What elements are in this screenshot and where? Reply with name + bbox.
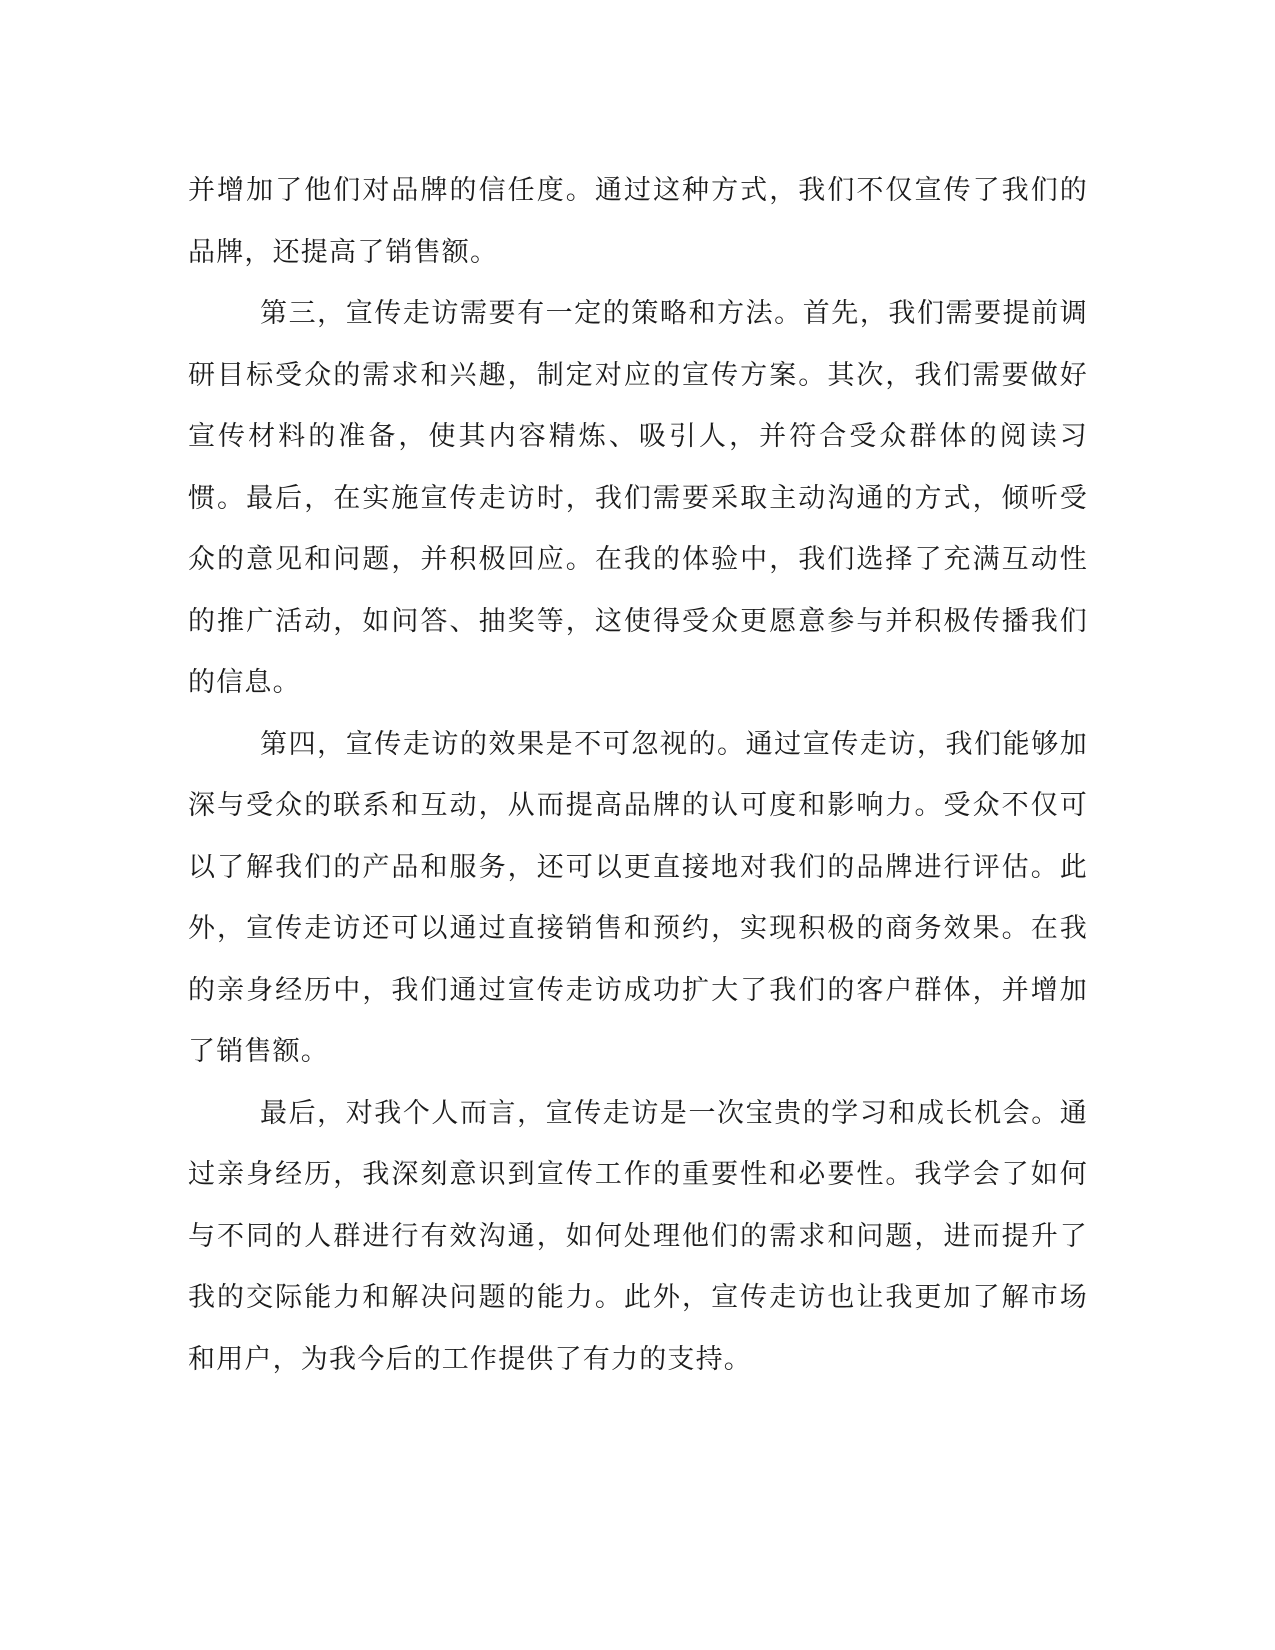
paragraph-third-point: 第三，宣传走访需要有一定的策略和方法。首先，我们需要提前调研目标受众的需求和兴趣，制定对应的宣传方案。其次，我们需要做好宣传材料的准备，使其内容精炼、吸引人，并符合受众群体的阅读习惯。最后，在实施宣传走访时，我们需要采取主动沟通的方式，倾听受众的意见和问题，并积极回应。在我的体验中，我们选择了充满互动性的推广活动，如问答、抽奖等，这使得受众更愿意参与并积极传播我们的信息。 bbox=[188, 298, 1088, 698]
document-body bbox=[188, 160, 1088, 1390]
paragraph-continuation: 并增加了他们对品牌的信任度。通过这种方式，我们不仅宣传了我们的品牌，还提高了销售额。 bbox=[188, 175, 1088, 268]
paragraph-conclusion: 最后，对我个人而言，宣传走访是一次宝贵的学习和成长机会。通过亲身经历，我深刻意识到宣传工作的重要性和必要性。我学会了如何与不同的人群进行有效沟通，如何处理他们的需求和问题，进而提升了我的交际能力和解决问题的能力。此外，宣传走访也让我更加了解市场和用户，为我今后的工作提供了有力的支持。 bbox=[188, 1097, 1088, 1375]
paragraph-fourth-point: 第四，宣传走访的效果是不可忽视的。通过宣传走访，我们能够加深与受众的联系和互动，从而提高品牌的认可度和影响力。受众不仅可以了解我们的产品和服务，还可以更直接地对我们的品牌进行评估。此外，宣传走访还可以通过直接销售和预约，实现积极的商务效果。在我的亲身经历中，我们通过宣传走访成功扩大了我们的客户群体，并增加了销售额。 bbox=[188, 728, 1088, 1067]
